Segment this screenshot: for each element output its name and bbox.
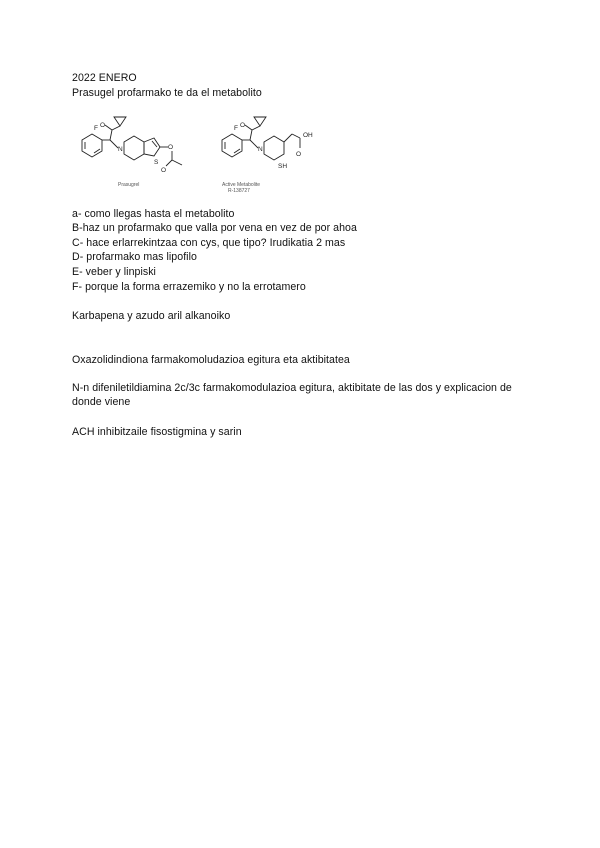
metabolite-code-caption: R-138727 [228,188,250,194]
topic-oxazolidindiona: Oxazolidindiona farmakomoludazioa egitura eta aktibitatea [72,354,350,366]
topic-ach-inhibitor: ACH inhibitzaile fisostigmina y sarin [72,426,242,438]
metabolite-oxygen-label: O [240,122,246,129]
question-d: D- profarmako mas lipofilo [72,251,197,263]
thiophene-ring [144,138,160,156]
tetrahydropyridine-ring [124,136,144,160]
prasugrel-caption: Prasugrel [118,182,140,188]
topic-karbapena: Karbapena y azudo aril alkanoiko [72,310,231,322]
cyclopropyl-ring [114,117,126,126]
oxygen-label: O [100,122,106,129]
ester-oxygen-label: O [168,144,174,151]
metabolite-nitrogen-label: N [258,146,263,153]
prasugrel-structures-figure [72,108,313,194]
fluorine-label: F [94,125,98,132]
metabolite-caption: Active Metabolite [222,182,261,188]
question-b: B-haz un profarmako que valla por vena en vez de por ahoa [72,222,357,234]
question-a: a- como llegas hasta el metabolito [72,208,235,220]
acid-oxygen-label: O [296,151,302,158]
piperidine-ring [264,136,284,160]
topic-difeniletildiamina: N-n difeniletildiamina 2c/3c farmakomodulazioa egitura, aktibitate de las dos y explicacion de donde viene [72,382,512,408]
active-metabolite-structure [212,108,322,184]
exam-date-heading: 2022 ENERO [72,72,137,84]
nitrogen-label: N [118,146,123,153]
thiol-label: SH [278,163,288,170]
question-f: F- porque la forma errazemiko y no la errotamero [72,281,306,293]
carbonyl-oxygen-label: O [161,167,167,174]
question-e: E- veber y linpiski [72,266,156,278]
metabolite-fluorine-label: F [234,125,238,132]
question-c: C- hace erlarrekintzaa con cys, que tipo? Irudikatia 2 mas [72,237,346,249]
exam-intro-line: Prasugel profarmako te da el metabolito [72,87,262,99]
sulfur-label: S [154,159,159,166]
hydroxyl-label: OH [303,132,313,139]
metabolite-cyclopropyl-ring [254,117,266,126]
prasugrel-structure [72,108,192,184]
